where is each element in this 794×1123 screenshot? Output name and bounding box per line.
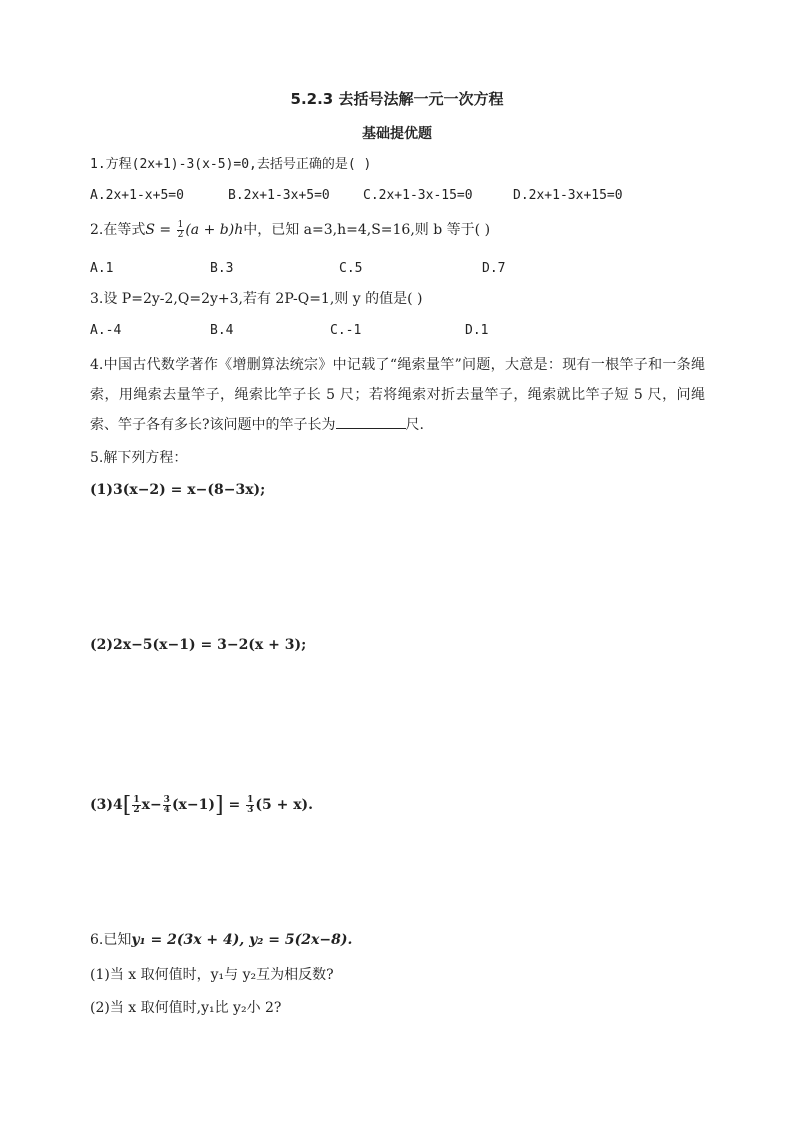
- answer-blank: [336, 414, 406, 429]
- part-3-prefix: (3)4: [90, 797, 123, 813]
- question-3-option-b: B.4: [210, 323, 234, 338]
- fraction-denominator: 2: [133, 804, 140, 815]
- formula-equals: =: [154, 222, 176, 238]
- question-6-part-1: (1)当 x 取何值时，y₁与 y₂互为相反数?: [90, 967, 334, 983]
- question-4-text: 4.中国古代数学著作《增删算法统宗》中记载了“绳索量竿”问题，大意是：现有一根竿子和一条绳索，用绳索去量竿子，绳索比竿子长 5 尺；若将绳索对折去量竿子，绳索就比竿子短 5 尺，问绳索、竿子各有多长?该问题中的竿子长为: [90, 357, 705, 433]
- question-1-option-a: A.2x+1-x+5=0: [90, 188, 184, 203]
- question-1-option-b: B.2x+1-3x+5=0: [228, 188, 330, 203]
- question-2-option-d: D.7: [482, 261, 506, 276]
- fraction-denominator: 3: [247, 804, 254, 815]
- fraction-denominator: 2: [177, 229, 184, 240]
- fraction-numerator: 3: [163, 794, 170, 805]
- part-3-fraction-2: [163, 796, 171, 815]
- section-subtitle: 基础提优题: [362, 126, 432, 142]
- question-1-stem: 1.方程(2x+1)-3(x-5)=0,去括号正确的是( ): [90, 157, 372, 172]
- question-5-part-3: [90, 795, 313, 816]
- question-3-stem: 3.设 P=2y-2,Q=2y+3,若有 2P-Q=1,则 y 的值是( ): [90, 291, 423, 307]
- question-2-prefix: 2.在等式: [90, 222, 146, 238]
- question-2-option-c: C.5: [339, 261, 363, 276]
- question-3-option-c: C.-1: [330, 323, 362, 338]
- part-3-fraction-1: [132, 796, 140, 815]
- formula-s: S: [145, 222, 155, 238]
- question-1-option-c: C.2x+1-3x-15=0: [363, 188, 473, 203]
- question-3-option-a: A.-4: [90, 323, 122, 338]
- question-2-option-b: B.3: [210, 261, 234, 276]
- part-3-mid-1: x−: [141, 797, 162, 813]
- part-3-equals: =: [223, 797, 246, 813]
- question-2-stem: [90, 220, 490, 240]
- question-1-option-d: D.2x+1-3x+15=0: [513, 188, 623, 203]
- question-6-expression: y₁ = 2(3x + 4), y₂ = 5(2x−8).: [131, 932, 353, 948]
- question-4-paragraph: [90, 350, 705, 440]
- formula-fraction: [177, 221, 185, 240]
- left-bracket: [: [122, 793, 132, 818]
- formula-rest: (a + b)h: [185, 222, 244, 238]
- part-3-mid-2: (x−1): [171, 797, 216, 813]
- question-6-prefix: 6.已知: [90, 932, 132, 948]
- fraction-numerator: 1: [247, 794, 254, 805]
- fraction-denominator: 4: [163, 804, 170, 815]
- page-title: 5.2.3 去括号法解一元一次方程: [290, 90, 504, 108]
- fraction-numerator: 1: [133, 794, 140, 805]
- question-5-stem: 5.解下列方程：: [90, 450, 188, 466]
- right-bracket: ]: [215, 793, 224, 818]
- part-3-end: (5 + x).: [255, 797, 314, 813]
- question-5-part-1: (1)3(x−2) = x−(8−3x);: [90, 482, 266, 498]
- question-4-text-end: 尺.: [405, 417, 424, 433]
- question-2-suffix: 中，已知 a=3,h=4,S=16,则 b 等于( ): [243, 222, 491, 238]
- fraction-numerator: 1: [177, 219, 184, 230]
- question-5-part-2: (2)2x−5(x−1) = 3−2(x + 3);: [90, 637, 307, 653]
- question-6-stem: [90, 930, 352, 950]
- question-2-option-a: A.1: [90, 261, 114, 276]
- question-6-part-2: (2)当 x 取何值时,y₁比 y₂小 2?: [90, 1000, 282, 1016]
- part-3-fraction-3: [246, 796, 254, 815]
- question-3-option-d: D.1: [465, 323, 489, 338]
